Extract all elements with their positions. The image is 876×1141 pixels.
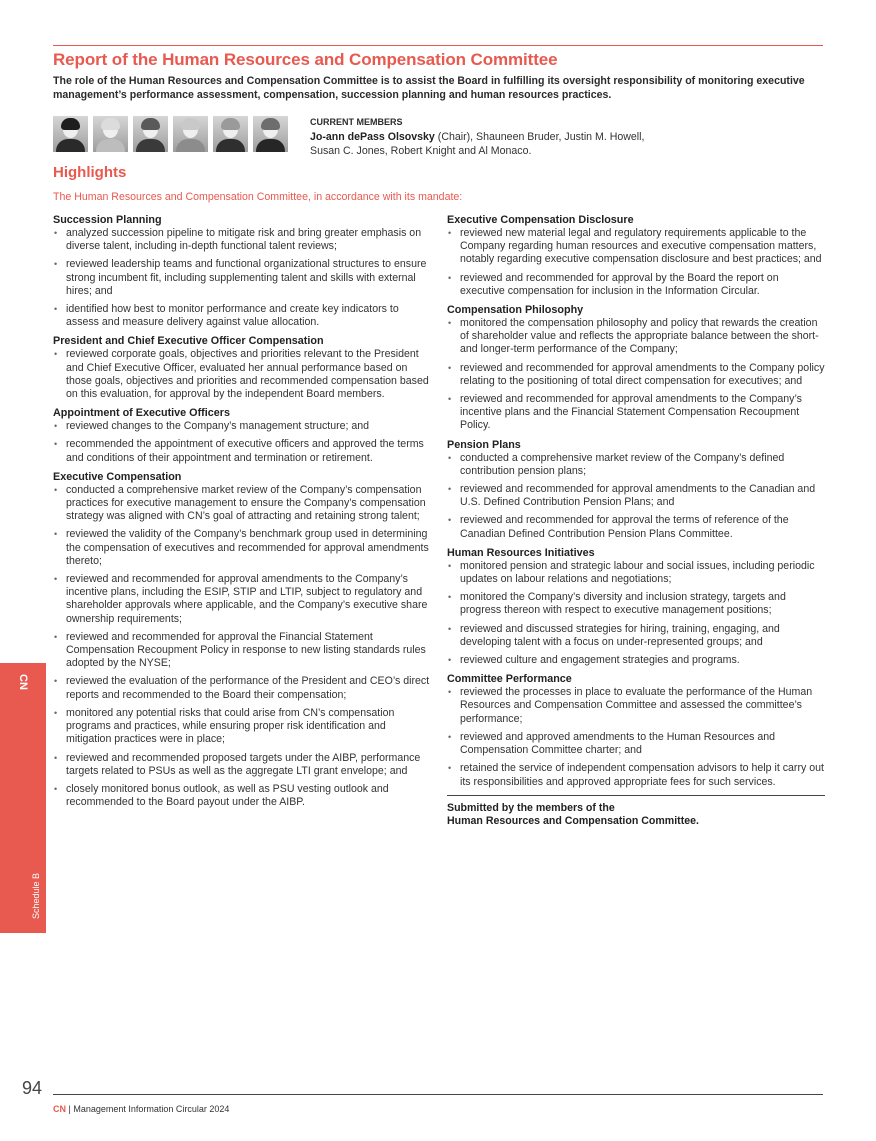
footer <box>53 1104 229 1114</box>
list-item: • monitored pension and strategic labour and social issues, including periodic updates on labour relations and negotiations; <box>447 560 825 586</box>
submitted-line-2: Human Resources and Compensation Committee. <box>447 815 699 828</box>
section <box>447 546 825 667</box>
side-tab-label: Schedule B <box>31 872 41 920</box>
highlights-heading: Highlights <box>53 164 127 181</box>
members-label: CURRENT MEMBERS <box>310 117 403 127</box>
bullet-list <box>53 227 430 329</box>
list-item: • reviewed and recommended for approval amendments to the Company’s incentive plans, including the ESIP, STIP and LTIP, subject to regulatory and shareholder approvals where applicable, and the Company’s executive share ownership requirements; <box>53 573 430 626</box>
right-column <box>447 213 825 829</box>
section-heading: Human Resources Initiatives <box>447 546 595 559</box>
list-item: • retained the service of independent compensation advisors to help it carry out its responsibilities and approved appropriate fees for such services. <box>447 762 825 788</box>
list-item: • reviewed and approved amendments to the Human Resources and Compensation Committee charter; and <box>447 731 825 757</box>
list-item: • reviewed and recommended proposed targets under the AIBP, performance targets related to PSUs as well as the aggregate LTI grant envelope; and <box>53 752 430 778</box>
footer-brand: CN <box>53 1104 66 1114</box>
submitted-rule <box>447 795 825 796</box>
bullet-list <box>53 420 430 465</box>
top-rule <box>53 45 823 46</box>
bullet-list <box>447 317 825 433</box>
section-heading: President and Chief Executive Officer Compensation <box>53 335 324 348</box>
list-item: • reviewed corporate goals, objectives and priorities relevant to the President and Chief Executive Officer, evaluated her annual performance based on those goals, objectives and priorities and recommended compensation based on this evaluation, for approval by the independent Board members. <box>53 348 430 401</box>
section-heading: Succession Planning <box>53 214 162 226</box>
members-line-1: (Chair), Shauneen Bruder, Justin M. Howell, <box>434 131 645 143</box>
list-item: • conducted a comprehensive market review of the Company’s compensation practices for executive management to ensure the Company’s compensation strategy was aligned with CN’s goal of attracting and retaining strong talent; <box>53 484 430 524</box>
member-photo-2 <box>93 116 128 152</box>
list-item: • reviewed the evaluation of the performance of the President and CEO’s direct reports and recommended to the Board their compensation; <box>53 675 430 701</box>
list-item: • reviewed and recommended for approval amendments to the Company’s incentive plans and the Financial Statement Compensation Recoupment Policy. <box>447 393 825 433</box>
member-photo-1 <box>53 116 88 152</box>
section-heading: Appointment of Executive Officers <box>53 407 230 420</box>
section <box>447 213 825 298</box>
members-row <box>53 116 823 157</box>
list-item: • reviewed the validity of the Company’s benchmark group used in determining the compensation of executives and recommended for approval amendments thereto; <box>53 528 430 568</box>
section <box>53 334 430 401</box>
list-item: • reviewed the processes in place to evaluate the performance of the Human Resources and Compensation Committee and assessed the committee’s performance; <box>447 686 825 726</box>
list-item: • reviewed culture and engagement strategies and programs. <box>447 654 825 667</box>
members-line-2: Susan C. Jones, Robert Knight and Al Monaco. <box>310 145 532 157</box>
section-heading: Committee Performance <box>447 673 572 686</box>
section <box>53 470 430 809</box>
list-item: • reviewed leadership teams and functional organizational structures to ensure strong incumbent fit, including supplementing talent and skills with external hires; and <box>53 258 430 298</box>
list-item: • reviewed and recommended for approval the Financial Statement Compensation Recoupment Policy in response to new listing standards rules adopted by the NYSE; <box>53 631 430 671</box>
section <box>447 672 825 788</box>
member-photo-5 <box>213 116 248 152</box>
section <box>53 213 430 329</box>
list-item: • reviewed new material legal and regulatory requirements applicable to the Company regarding human resources and executive compensation matters, notably regarding executive compensation disclosure and best practices; and <box>447 227 825 267</box>
highlights-intro: The Human Resources and Compensation Committee, in accordance with its mandate: <box>53 191 463 203</box>
list-item: • conducted a comprehensive market review of the Company’s defined contribution pension plans; <box>447 452 825 478</box>
side-tab-brand: CN <box>17 674 29 690</box>
footer-rule <box>53 1094 823 1095</box>
footer-separator: | <box>66 1104 74 1114</box>
list-item: • reviewed and recommended for approval amendments to the Company policy relating to the positioning of total direct compensation for executives; and <box>447 362 825 388</box>
section <box>447 438 825 541</box>
bullet-list <box>447 227 825 298</box>
list-item: • monitored the Company’s diversity and inclusion strategy, targets and progress thereon with respect to executive management positions; <box>447 591 825 617</box>
list-item: • reviewed and discussed strategies for hiring, training, engaging, and developing talent with a focus on under-represented groups; and <box>447 623 825 649</box>
chair-name: Jo-ann dePass Olsovsky <box>310 131 435 143</box>
bullet-list <box>53 484 430 809</box>
member-photo-6 <box>253 116 288 152</box>
list-item: • reviewed and recommended for approval amendments to the Canadian and U.S. Defined Contribution Pension Plans; and <box>447 483 825 509</box>
section <box>53 406 430 465</box>
member-photo-4 <box>173 116 208 152</box>
list-item: • analyzed succession pipeline to mitigate risk and bring greater emphasis on diverse talent, including in-depth functional talent reviews; <box>53 227 430 253</box>
section <box>447 303 825 433</box>
list-item: • monitored the compensation philosophy and policy that rewards the creation of shareholder value and reflects the appropriate balance between the short- and longer-term performance of the Company; <box>447 317 825 357</box>
left-column <box>53 213 430 814</box>
list-item: • recommended the appointment of executive officers and approved the terms and conditions of their appointment and termination or retirement. <box>53 438 430 464</box>
footer-text: Management Information Circular 2024 <box>73 1104 230 1114</box>
member-photo-3 <box>133 116 168 152</box>
bullet-list <box>447 686 825 788</box>
list-item: • reviewed and recommended for approval by the Board the report on executive compensation for inclusion in the Information Circular. <box>447 272 825 298</box>
page-title: Report of the Human Resources and Compensation Committee <box>53 50 558 69</box>
page-number: 94 <box>22 1078 43 1098</box>
section-heading: Executive Compensation Disclosure <box>447 214 634 226</box>
submitted-line-1: Submitted by the members of the <box>447 801 615 814</box>
section-heading: Compensation Philosophy <box>447 304 584 317</box>
list-item: • reviewed changes to the Company’s management structure; and <box>53 420 430 433</box>
intro-paragraph: The role of the Human Resources and Compensation Committee is to assist the Board in fulfilling its oversight responsibility of monitoring executive management’s performance assessment, compensation, succession planning and human resources practices. <box>53 75 805 101</box>
list-item: • reviewed and recommended for approval the terms of reference of the Canadian Defined Contribution Pension Plans Committee. <box>447 514 825 540</box>
members-list <box>310 130 644 158</box>
bullet-list <box>447 452 825 541</box>
submitted-note <box>447 802 825 829</box>
list-item: • monitored any potential risks that could arise from CN’s compensation programs and practices, while ensuring proper risk identification and mitigation practices were in place; <box>53 707 430 747</box>
bullet-list <box>447 560 825 667</box>
section-heading: Pension Plans <box>447 438 521 451</box>
section-heading: Executive Compensation <box>53 470 182 483</box>
bullet-list <box>53 348 430 401</box>
list-item: • identified how best to monitor performance and create key indicators to assess and measure delivery against value allocation. <box>53 303 430 329</box>
list-item: • closely monitored bonus outlook, as well as PSU vesting outlook and recommended to the Board payout under the AIBP. <box>53 783 430 809</box>
